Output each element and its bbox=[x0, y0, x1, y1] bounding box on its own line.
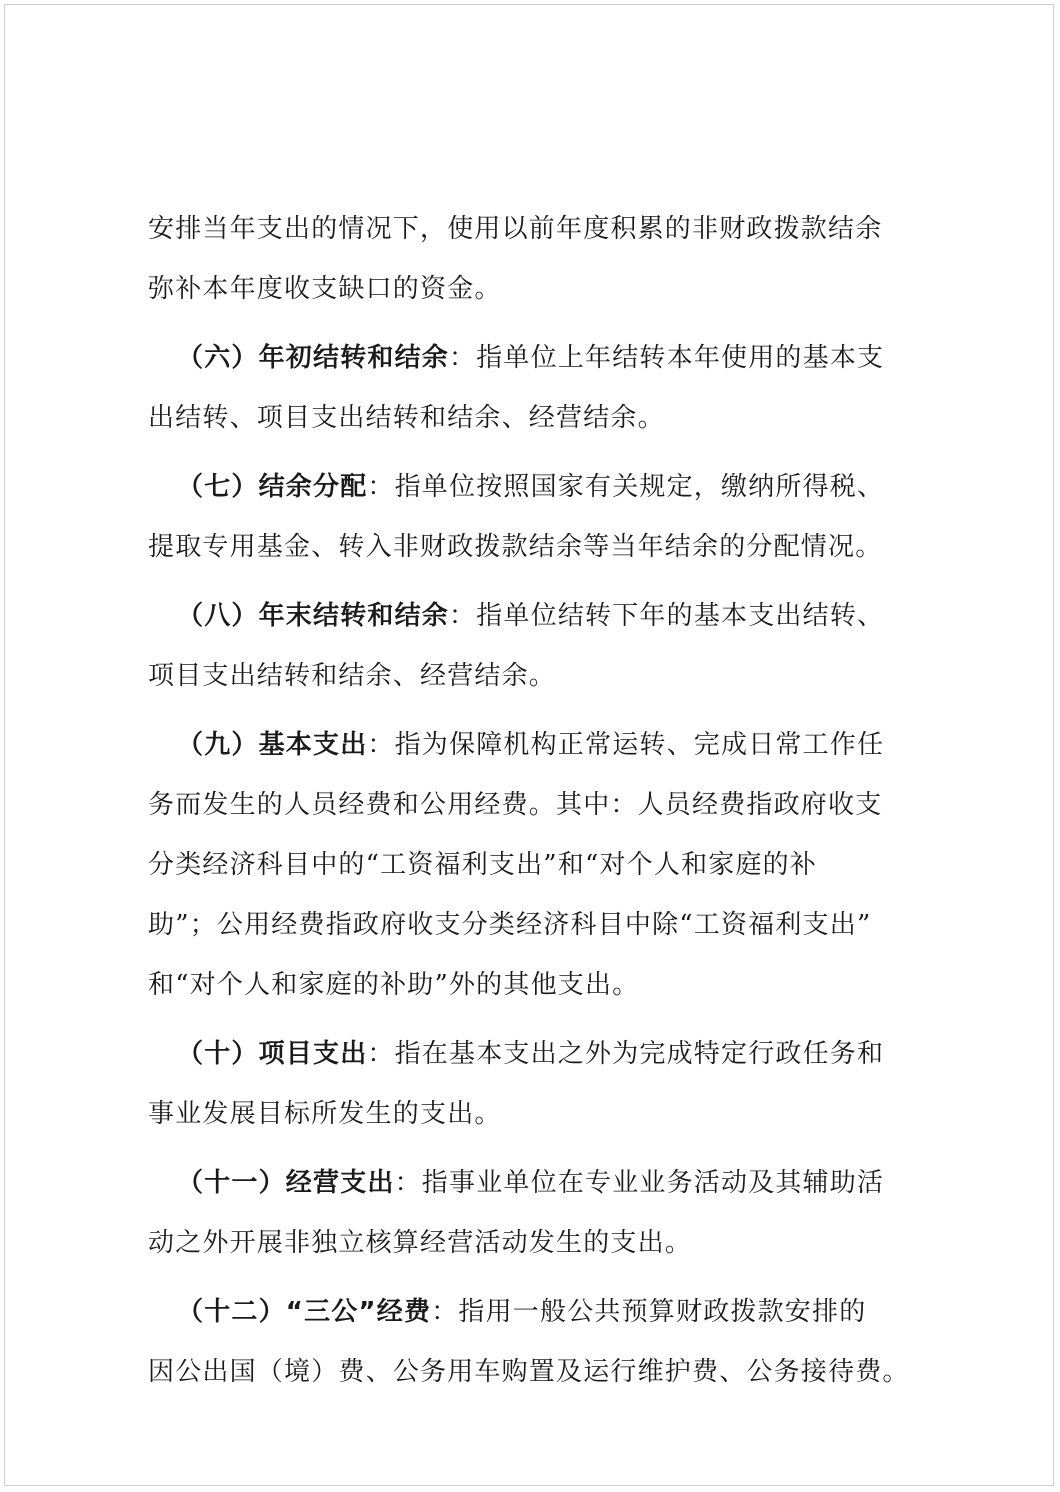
paragraph-item-10 bbox=[148, 1024, 948, 1144]
paragraph-line: 因公出国（境）费、公务用车购置及运行维护费、公务接待费。 bbox=[148, 1357, 910, 1387]
document-body bbox=[148, 199, 948, 1402]
paragraph-line: 和“对个人和家庭的补助”外的其他支出。 bbox=[148, 970, 640, 1000]
document-page bbox=[4, 4, 1054, 1486]
paragraph-first-line bbox=[148, 328, 948, 388]
paragraph-first-line bbox=[148, 586, 948, 646]
definition-text: ：指在基本支出之外为完成特定行政任务和 bbox=[367, 1039, 885, 1069]
defined-term: （九）基本支出 bbox=[177, 730, 368, 760]
definition-text: ：指单位结转下年的基本支出结转、 bbox=[449, 601, 885, 631]
definition-text: ：指事业单位在专业业务活动及其辅助活 bbox=[394, 1168, 885, 1198]
paragraph-line: 出结转、项目支出结转和结余、经营结余。 bbox=[148, 403, 665, 433]
defined-term: （六）年初结转和结余 bbox=[177, 343, 450, 373]
defined-term: （八）年末结转和结余 bbox=[177, 601, 450, 631]
defined-term: （十）项目支出 bbox=[177, 1039, 368, 1069]
paragraph-item-12 bbox=[148, 1282, 948, 1402]
paragraph-line: 安排当年支出的情况下，使用以前年度积累的非财政拨款结余 bbox=[148, 214, 883, 244]
paragraph-item-9 bbox=[148, 715, 948, 1015]
paragraph-line: 分类经济科目中的“工资福利支出”和“对个人和家庭的补 bbox=[148, 850, 818, 880]
definition-text: ：指单位上年结转本年使用的基本支 bbox=[449, 343, 885, 373]
paragraph-first-line bbox=[148, 715, 948, 775]
paragraph-line: 助”；公用经费指政府收支分类经济科目中除“工资福利支出” bbox=[148, 910, 872, 940]
paragraph-item-11 bbox=[148, 1153, 948, 1273]
paragraph-first-line bbox=[148, 1153, 948, 1213]
paragraph-line: 弥补本年度收支缺口的资金。 bbox=[148, 274, 502, 304]
paragraph-line: 动之外开展非独立核算经营活动发生的支出。 bbox=[148, 1228, 693, 1258]
paragraph-line: 务而发生的人员经费和公用经费。其中：人员经费指政府收支 bbox=[148, 790, 883, 820]
paragraph-line: 事业发展目标所发生的支出。 bbox=[148, 1099, 502, 1129]
defined-term: （七）结余分配 bbox=[177, 472, 368, 502]
paragraph-first-line bbox=[148, 457, 948, 517]
paragraph-item-7 bbox=[148, 457, 948, 577]
paragraph-item-8 bbox=[148, 586, 948, 706]
definition-text: ：指为保障机构正常运转、完成日常工作任 bbox=[367, 730, 885, 760]
definition-text: ：指单位按照国家有关规定，缴纳所得税、 bbox=[367, 472, 885, 502]
paragraph-line: 项目支出结转和结余、经营结余。 bbox=[148, 661, 557, 691]
defined-term: （十二）“三公”经费 bbox=[177, 1297, 432, 1327]
paragraph-intro bbox=[148, 199, 948, 319]
paragraph-first-line bbox=[148, 1024, 948, 1084]
definition-text: ：指用一般公共预算财政拨款安排的 bbox=[431, 1297, 867, 1327]
paragraph-line: 提取专用基金、转入非财政拨款结余等当年结余的分配情况。 bbox=[148, 532, 883, 562]
paragraph-first-line bbox=[148, 1282, 948, 1342]
defined-term: （十一）经营支出 bbox=[177, 1168, 395, 1198]
paragraph-item-6 bbox=[148, 328, 948, 448]
